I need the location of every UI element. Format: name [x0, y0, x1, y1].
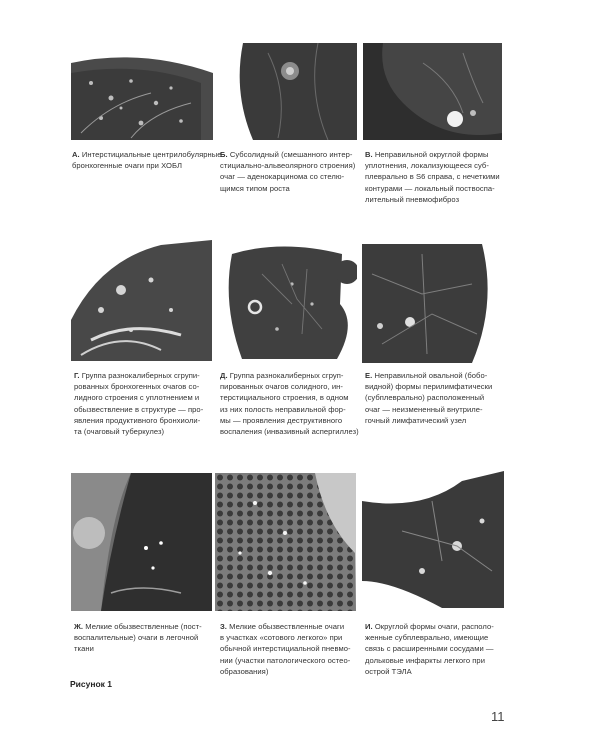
caption-line: Группа разнокалиберных сгруп-	[229, 371, 344, 380]
caption-line: рованных бронхогенных очагов со-	[74, 382, 200, 392]
caption-line: Интерстициальные центрилобулярные	[81, 150, 222, 159]
caption-g	[74, 621, 214, 655]
caption-line: обызвествление в структуре — про-	[74, 404, 204, 414]
ct-image-e	[222, 244, 357, 363]
ct-image-c	[363, 43, 502, 140]
caption-line: Неправильной овальной (бобо-	[374, 371, 488, 380]
caption-line: обычной интерстициальной пневмо-	[220, 644, 351, 654]
caption-line: очаг — аденокарцинома со стелю-	[220, 172, 345, 182]
caption-line: очаг — неизмененный внутриле-	[365, 404, 483, 414]
caption-line: явления продуктивного бронхиоли-	[74, 415, 201, 425]
caption-h	[220, 621, 360, 677]
caption-line: Группа разнокалиберных сгрупи-	[81, 371, 200, 380]
caption-c	[365, 149, 505, 205]
caption-line: Мелкие обызвествленные очаги	[229, 622, 345, 631]
caption-a	[72, 149, 222, 171]
caption-line: пированных очагов солидного, ин-	[220, 382, 343, 392]
ct-image-a	[71, 43, 213, 140]
caption-letter: Г.	[74, 371, 80, 380]
caption-line: видной) формы перилимфатически	[365, 382, 493, 392]
caption-letter: И.	[365, 622, 373, 631]
ct-image-f	[362, 244, 504, 363]
ct-image-b	[228, 43, 357, 140]
caption-e	[220, 370, 360, 437]
caption-i	[365, 621, 505, 677]
caption-line: плеврально в S6 справа, с нечеткими	[365, 172, 500, 182]
caption-letter: Б.	[220, 150, 228, 159]
caption-line: бронхогенные очаги при ХОБЛ	[72, 161, 183, 171]
caption-line: из них полость неправильной фор-	[220, 404, 346, 414]
ct-image-d	[71, 240, 212, 361]
caption-line: гочный лимфатический узел	[365, 415, 467, 425]
caption-letter: В.	[365, 150, 373, 159]
caption-b	[220, 149, 360, 194]
caption-line: лидного строения с уплотнением и	[74, 393, 200, 403]
caption-line: в участках «сотового легкого» при	[220, 633, 343, 643]
ct-image-h	[215, 473, 356, 611]
caption-line: (субплеврально) расположенный	[365, 393, 485, 403]
caption-f	[365, 370, 505, 426]
caption-d	[74, 370, 214, 437]
caption-line: воспалительные) очаги в легочной	[74, 633, 199, 643]
figure-label: Рисунок 1	[70, 679, 113, 689]
caption-letter: З.	[220, 622, 227, 631]
caption-line: та (очаговый туберкулез)	[74, 427, 165, 437]
caption-line: терстициального строения, в одном	[220, 393, 349, 403]
caption-letter: А.	[72, 150, 80, 159]
caption-line: дольковые инфаркты легкого при	[365, 655, 485, 665]
caption-letter: Д.	[220, 371, 228, 380]
caption-line: нии (участки патологического остео-	[220, 655, 351, 665]
caption-line: Мелкие обызвествленные (пост-	[85, 622, 202, 631]
caption-line: образования)	[220, 666, 269, 676]
caption-line: лительный пневмофиброз	[365, 194, 460, 204]
caption-line: ткани	[74, 644, 94, 654]
caption-line: Субсолидный (смешанного интер-	[229, 150, 353, 159]
caption-line: стициально-альвеолярного строения)	[220, 161, 356, 171]
caption-line: щимся типом роста	[220, 183, 290, 193]
caption-line: уплотнения, локализующееся суб-	[365, 161, 489, 171]
caption-line: воспаления (инвазивный аспергиллез)	[220, 427, 359, 437]
ct-image-i	[362, 471, 504, 608]
caption-letter: Ж.	[74, 622, 84, 631]
page-number: 11	[491, 709, 505, 724]
caption-line: Округлой формы очаги, располо-	[374, 622, 494, 631]
caption-letter: Е.	[365, 371, 373, 380]
caption-line: контурами — локальный поствоспа-	[365, 183, 495, 193]
caption-line: Неправильной округлой формы	[374, 150, 489, 159]
ct-image-g	[71, 473, 212, 611]
caption-line: связь с расширенными сосудами —	[365, 644, 494, 654]
caption-line: острой ТЭЛА	[365, 666, 412, 676]
caption-line: мы — проявления деструктивного	[220, 415, 343, 425]
caption-line: женные субплеврально, имеющие	[365, 633, 489, 643]
